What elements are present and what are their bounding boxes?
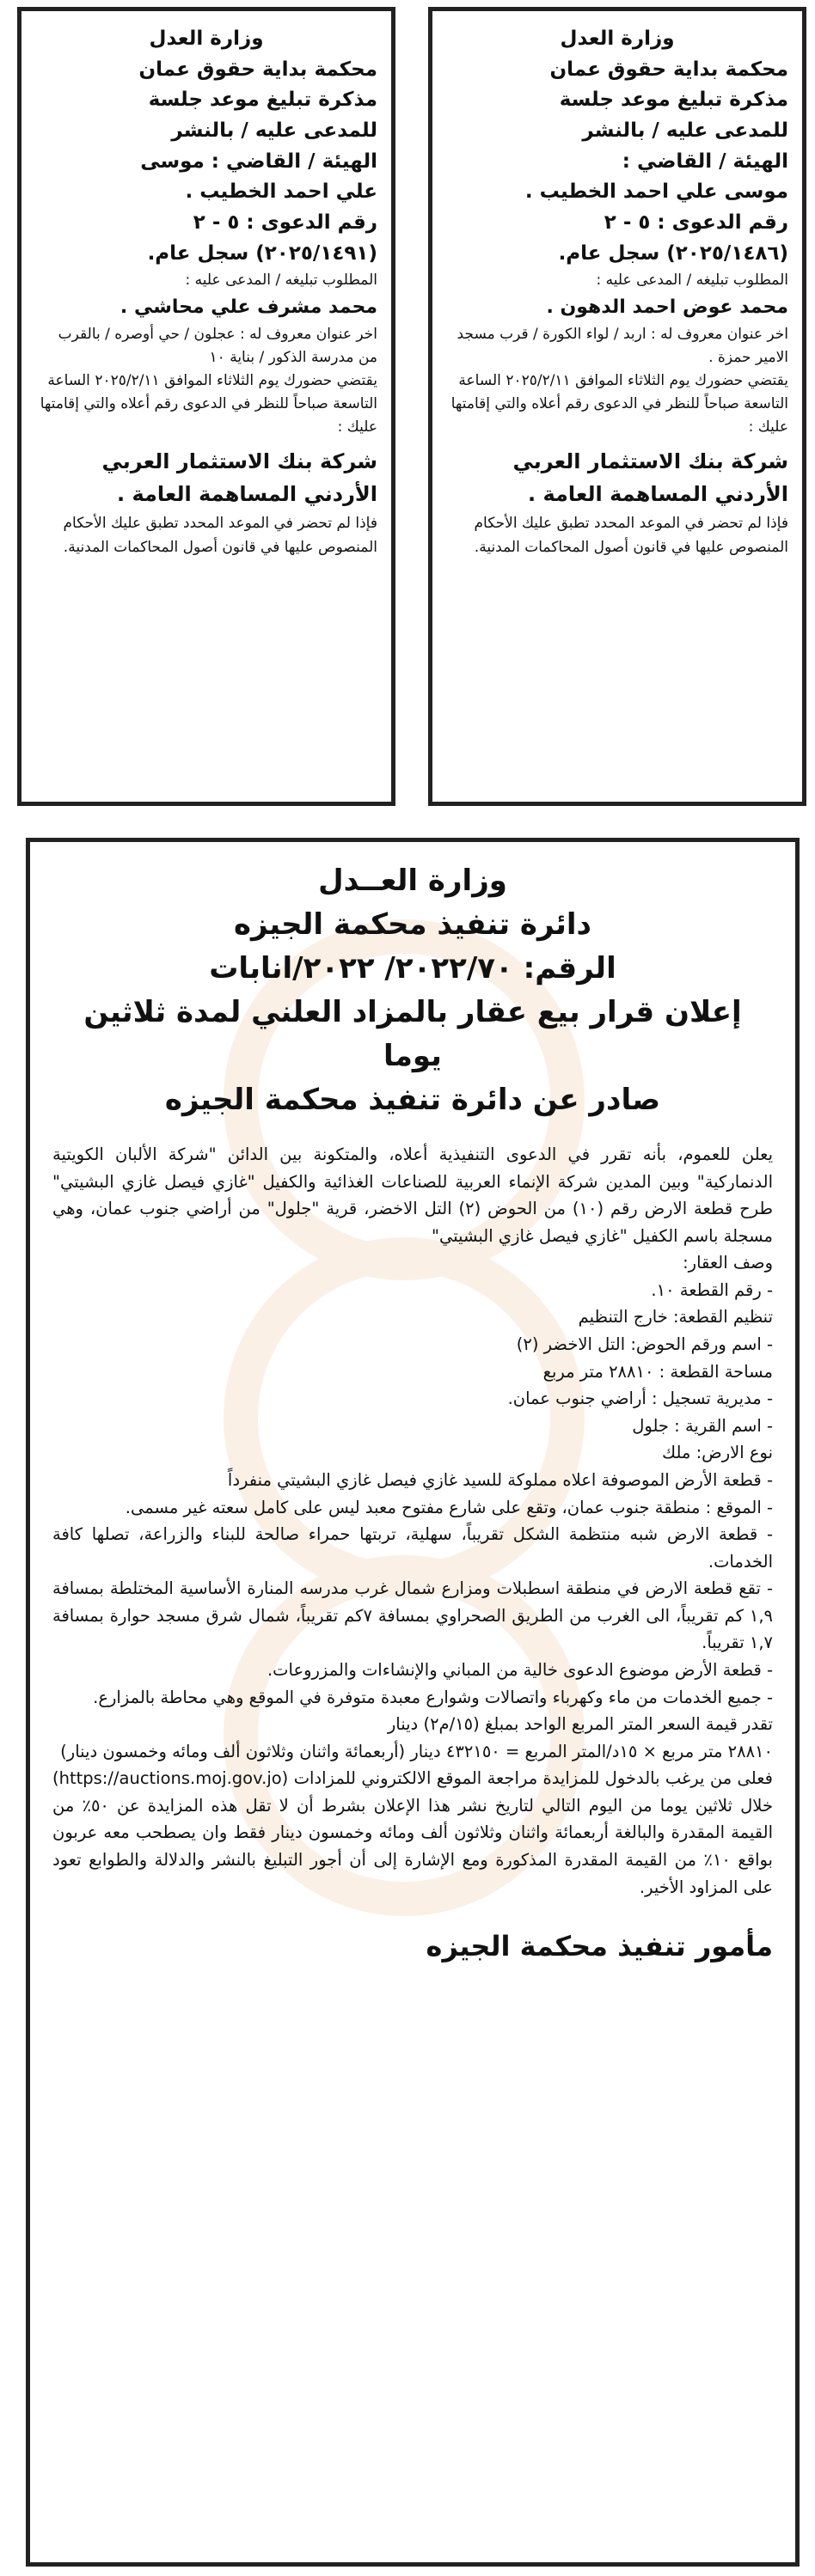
plaintiff-name: شركة بنك الاستثمار العربي الأردني المساهمة العامة .	[101, 449, 377, 506]
department-title: دائرة تنفيذ محكمة الجيزه	[233, 907, 591, 942]
court-name: محكمة بداية حقوق عمان	[138, 58, 377, 81]
land-shape: - قطعة الارض شبه منتظمة الشكل تقريباً، سهلية، تربتها حمراء صالحة للبناء والزراعة، تصلها كافة الخدمات.	[52, 1524, 773, 1572]
location: - الموقع : منطقة جنوب عمان، وتقع على شارع مفتوح معبد ليس على كامل سعته غير مسمى.	[125, 1497, 773, 1517]
case-year: (٢٠٢٥/١٤٨٦) سجل عام.	[558, 241, 788, 265]
judge-name: موسى علي احمد الخطيب .	[524, 180, 788, 204]
services: - جميع الخدمات من ماء وكهرباء واتصالات وشوارع معبدة متوفرة في الموقع وهي محاطة بالمزارع.	[93, 1687, 773, 1707]
neighborhood: - تقع قطعة الارض في منطقة اسطبلات ومزارع شمال غرب مدرسه المنارة الأساسية المختلطة بمسافة ١,٩ كم تقريباً، الى الغرب من الطريق الصحراوي بمسافة ٧كم تقريباً، شمال شرق مسجد حوارة بمسافة ١,٧ تقريباً.	[52, 1578, 774, 1653]
bidding-terms	[52, 1765, 773, 1901]
notice-2	[17, 7, 395, 806]
property-description-label: وصف العقار:	[683, 1253, 773, 1273]
valuation: تقدر قيمة السعر المتر المربع الواحد بمبلغ (١٥/م٢) دينار	[387, 1714, 773, 1735]
plot-area: مساحة القطعة : ٢٨٨١٠ متر مربع	[542, 1361, 773, 1382]
basin: - اسم ورقم الحوض: التل الاخضر (٢)	[516, 1334, 773, 1355]
village-name: - اسم القرية : جلول	[632, 1415, 773, 1436]
recipient-type: للمدعى عليه / بالنشر	[582, 119, 788, 143]
warning-text: فإذا لم تحضر في الموعد المحدد تطبق عليك الأحكام المنصوص عليها في قانون أصول المحاكمات المدنية.	[63, 515, 377, 556]
vacancy: - قطعة الأرض موضوع الدعوى خالية من المباني والإنشاءات والمزروعات.	[267, 1659, 773, 1680]
case-number: رقم الدعوى : ٥ - ٢	[604, 211, 788, 234]
required-label: المطلوب تبليغه / المدعى عليه :	[596, 272, 788, 290]
defendant-address: اخر عنوان معروف له : اربد / لواء الكورة / قرب مسجد الامير حمزة .	[457, 325, 788, 366]
land-type: نوع الارض: ملك	[662, 1443, 773, 1463]
memo-title: مذكرة تبليغ موعد جلسة	[559, 89, 788, 112]
intro-paragraph: يعلن للعموم، بأنه تقرر في الدعوى التنفيذية أعلاه، والمتكونة بين الدائن "شركة الألبان الكويتية الدنماركية" وبين المدين شركة الإنماء العربية للصناعات الغذائية والكفيل "غازي فيصل غازي البشيتي" طرح قطعة الارض رقم (١٠) من الحوض (٢) التل الاخضر، قرية "جلول" من أراضي جنوب عمان، وهي مسجلة باسم الكفيل "غازي فيصل غازي البشيتي"	[52, 1145, 773, 1246]
signature: مأمور تنفيذ محكمة الجيزه	[426, 1930, 773, 1963]
recipient-type: للمدعى عليه / بالنشر	[171, 119, 377, 143]
bid-conditions: خلال ثلاثين يوما من اليوم التالي لتاريخ نشر هذا الإعلان بشرط أن لا تقل هذه المزايدة عن ٥٠٪ من القيمة المقدرة والبالغة أربعمائة واثنان وثلاثون ألف ومائه وخمسون دينار فقط وان يصطحب معه عربون بواقع ١٠٪ من القيمة المقدرة المذكورة ومع الإشارة إلى أن أجور التبليغ بالنشر والدلالة والطوابع تعود على المزاود الأخير.	[52, 1795, 773, 1897]
memo-title: مذكرة تبليغ موعد جلسة	[148, 89, 377, 112]
judge-name: علي احمد الخطيب .	[185, 180, 377, 204]
warning-text: فإذا لم تحضر في الموعد المحدد تطبق عليك الأحكام المنصوص عليها في قانون أصول المحاكمات المدنية.	[474, 515, 788, 556]
defendant-address: اخر عنوان معروف له : عجلون / حي أوصره / بالقرب من مدرسة الذكور / بناية ١٠	[58, 325, 377, 366]
reference-number: الرقم: ٢٠٢٢/٧٠/ ٢٠٢٢/انابات	[209, 951, 616, 986]
notice-1	[428, 7, 806, 806]
case-number: رقم الدعوى : ٥ - ٢	[193, 211, 377, 234]
plaintiff-name: شركة بنك الاستثمار العربي الأردني المساهمة العامة .	[512, 449, 788, 506]
bid-intro: فعلى من يرغب بالدخول للمزايدة مراجعة الموقع الالكتروني للمزادات	[293, 1768, 773, 1789]
auction-url[interactable]: (https://auctions.moj.gov.jo)	[52, 1768, 289, 1789]
case-year: (٢٠٢٥/١٤٩١) سجل عام.	[147, 241, 377, 265]
ownership: - قطعة الأرض الموصوفة اعلاه مملوكة للسيد غازي فيصل غازي البشيتي منفرداً	[227, 1469, 773, 1490]
defendant-name: محمد عوض احمد الدهون .	[546, 296, 788, 319]
hearing-details: يقتضي حضورك يوم الثلاثاء الموافق ٢٠٢٥/٢/١١ الساعة التاسعة صباحاً للنظر في الدعوى رقم أعلاه والتي إقامتها عليك :	[40, 372, 377, 436]
defendant-name: محمد مشرف علي محاشي .	[119, 296, 377, 319]
notice-title: إعلان قرار بيع عقار بالمزاد العلني لمدة ثلاثين يوما	[83, 995, 742, 1073]
ministry-title: وزارة العدل	[149, 27, 264, 50]
court-name: محكمة بداية حقوق عمان	[549, 58, 788, 81]
panel-judge-label: الهيئة / القاضي :	[622, 150, 788, 173]
notice-subtitle: صادر عن دائرة تنفيذ محكمة الجيزه	[164, 1083, 661, 1117]
ministry-title: وزارة العــدل	[318, 864, 507, 898]
price-calculation: ٢٨٨١٠ متر مربع × ١٥د/المتر المربع = ٤٣٢١٥٠ دينار (أربعمائة واثنان وثلاثون ألف ومائه وخمسون دينار)	[60, 1741, 773, 1761]
required-label: المطلوب تبليغه / المدعى عليه :	[185, 272, 377, 290]
ministry-title: وزارة العدل	[560, 27, 675, 50]
auction-notice	[26, 838, 800, 2567]
panel-judge-label: الهيئة / القاضي : موسى	[140, 150, 377, 173]
registration-directorate: - مديرية تسجيل : أراضي جنوب عمان.	[507, 1389, 773, 1409]
zoning: تنظيم القطعة: خارج التنظيم	[578, 1307, 773, 1328]
plot-number: - رقم القطعة ١٠.	[651, 1279, 773, 1300]
hearing-details: يقتضي حضورك يوم الثلاثاء الموافق ٢٠٢٥/٢/١١ الساعة التاسعة صباحاً للنظر في الدعوى رقم أعلاه والتي إقامتها عليك :	[450, 372, 788, 436]
